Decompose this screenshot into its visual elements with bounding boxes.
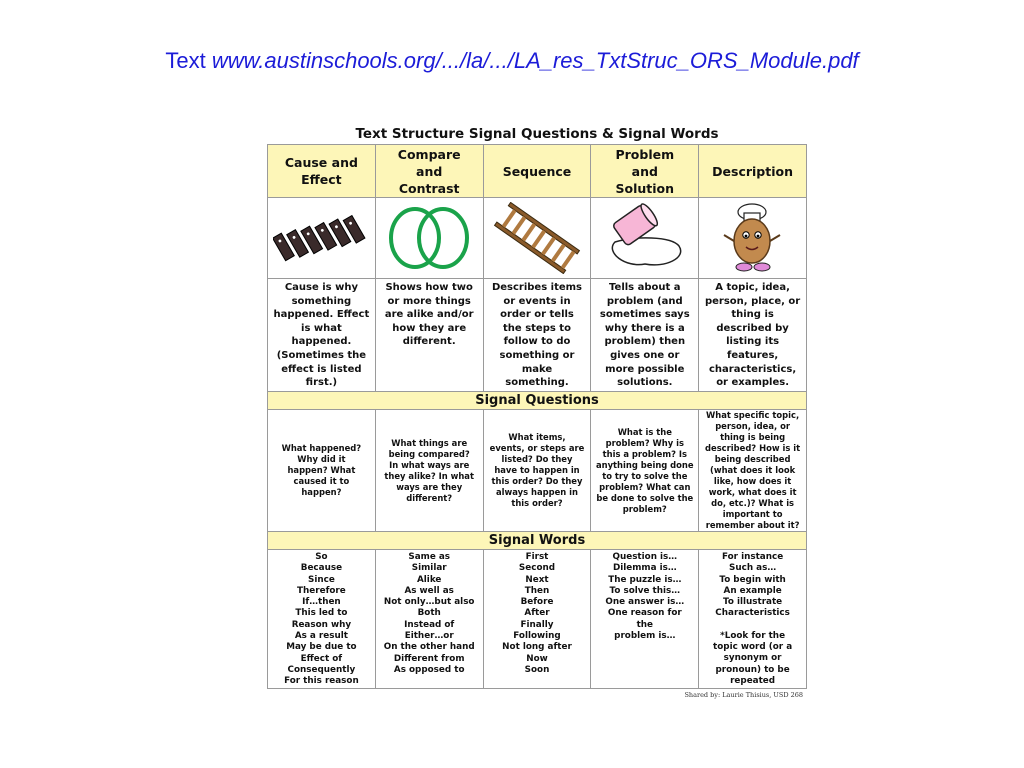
signal-word: As opposed to xyxy=(393,664,465,675)
title-prefix: Text xyxy=(165,48,206,73)
signal-word: Next xyxy=(525,574,549,585)
signal-word: Not only…but also xyxy=(383,597,475,608)
text-structure-chart xyxy=(267,125,807,699)
signal-word: Second xyxy=(518,563,556,574)
signal-word: Not long after xyxy=(502,642,572,653)
words-cause-effect xyxy=(268,550,376,689)
header-problem-solution: Problem and Solution xyxy=(591,145,699,198)
question-problem-solution: What is the problem? Why is this a problem? Is anything being done to try to solve the problem? What can be done to solve the problem? xyxy=(591,410,699,532)
spilled-cup-icon xyxy=(595,202,695,274)
signal-word: Finally xyxy=(520,619,554,630)
signal-word: As well as xyxy=(404,585,454,596)
header-row xyxy=(268,145,807,198)
signal-word: Consequently xyxy=(287,664,356,675)
signal-word: Since xyxy=(308,574,335,585)
dominoes-cell xyxy=(268,198,376,279)
definition-compare-contrast: Shows how two or more things are alike and/or how they are different. xyxy=(375,279,483,392)
signal-word: Characteristics xyxy=(715,608,790,619)
signal-word: As a result xyxy=(294,631,348,642)
header-cause-effect: Cause and Effect xyxy=(268,145,376,198)
question-sequence: What items, events, or steps are listed? Do they have to happen in this order? Do they always happen in this order? xyxy=(483,410,591,532)
signal-word: Reason why xyxy=(291,619,352,630)
signal-word: May be due to xyxy=(286,642,357,653)
signal-word: Effect of xyxy=(300,653,343,664)
header-compare-contrast: Compare and Contrast xyxy=(375,145,483,198)
signal-word: repeated xyxy=(730,675,776,686)
signal-words-heading: Signal Words xyxy=(268,532,807,550)
signal-word: Following xyxy=(513,631,561,642)
definition-problem-solution: Tells about a problem (and sometimes says why there is a problem) then gives one or more possible solutions. xyxy=(591,279,699,392)
signal-word: Both xyxy=(417,608,441,619)
venn-cell xyxy=(375,198,483,279)
signal-word: Such as… xyxy=(729,563,777,574)
signal-word xyxy=(699,620,806,631)
signal-word: Different from xyxy=(393,653,465,664)
signal-word: Dilemma is… xyxy=(612,563,677,574)
potato-chef-cell xyxy=(699,198,807,279)
signal-word: For instance xyxy=(721,552,784,562)
signal-word: Therefore xyxy=(297,585,346,596)
signal-word: the xyxy=(636,619,653,630)
signal-word: Instead of xyxy=(404,619,455,630)
signal-word: To illustrate xyxy=(723,597,783,608)
signal-word: The puzzle is… xyxy=(608,574,682,585)
source-url[interactable]: www.austinschools.org/.../la/.../LA_res_TxtStruc_ORS_Module.pdf xyxy=(211,48,859,73)
image-row xyxy=(268,198,807,279)
question-cause-effect: What happened? Why did it happen? What caused it to happen? xyxy=(268,410,376,532)
signal-word: Question is… xyxy=(612,552,678,562)
signal-word: One reason for xyxy=(607,608,682,619)
signal-word: After xyxy=(524,608,550,619)
signal-word: synonym or xyxy=(723,653,782,664)
signal-word: Now xyxy=(526,653,548,664)
question-compare-contrast: What things are being compared? In what ways are they alike? In what ways are they different? xyxy=(375,410,483,532)
questions-row xyxy=(268,410,807,532)
signal-questions-row xyxy=(268,392,807,410)
signal-word: For this reason xyxy=(284,676,359,687)
signal-word: One answer is… xyxy=(605,597,685,608)
signal-word: pronoun) to be xyxy=(715,664,790,675)
signal-word: Then xyxy=(524,585,550,596)
dominoes-icon xyxy=(273,202,369,274)
words-sequence xyxy=(483,550,591,689)
signal-word: Either…or xyxy=(404,631,454,642)
signal-word: Similar xyxy=(411,563,447,574)
ladder-cell xyxy=(483,198,591,279)
words-description xyxy=(699,550,807,689)
signal-word: Before xyxy=(520,597,554,608)
signal-word: To solve this… xyxy=(609,585,681,596)
definition-row xyxy=(268,279,807,392)
question-description: What specific topic, person, idea, or thing is being described? How is it being described (what does it look like, how does it work, what does it do, etc.)? What is important to remember about it? xyxy=(699,410,807,532)
header-description: Description xyxy=(699,145,807,198)
signal-word: On the other hand xyxy=(383,642,475,653)
header-sequence: Sequence xyxy=(483,145,591,198)
text-structure-table xyxy=(267,144,807,689)
signal-questions-heading: Signal Questions xyxy=(268,392,807,410)
words-problem-solution xyxy=(591,550,699,689)
definition-cause-effect: Cause is why something happened. Effect is what happened. (Sometimes the effect is listed first.) xyxy=(268,279,376,392)
signal-word: Because xyxy=(300,563,343,574)
ladder-icon xyxy=(487,202,587,274)
definition-sequence: Describes items or events in order or tells the steps to follow to do something or make something. xyxy=(483,279,591,392)
words-row xyxy=(268,550,807,689)
signal-word: This led to xyxy=(295,608,348,619)
chart-title: Text Structure Signal Questions & Signal Words xyxy=(355,126,719,142)
potato-chef-icon xyxy=(708,201,798,275)
signal-words-row xyxy=(268,532,807,550)
definition-description: A topic, idea, person, place, or thing is described by listing its features, characteristics, or examples. xyxy=(699,279,807,392)
signal-word: If…then xyxy=(302,597,341,608)
spilled-cup-cell xyxy=(591,198,699,279)
signal-word: topic word (or a xyxy=(713,642,793,653)
credit-line: Shared by: Laurie Thisius, USD 268 xyxy=(684,690,803,699)
venn-diagram-icon xyxy=(379,203,479,273)
signal-word: First xyxy=(525,552,549,562)
signal-word: To begin with xyxy=(719,574,786,585)
signal-word: problem is… xyxy=(614,631,676,642)
signal-word: Soon xyxy=(524,664,550,675)
signal-word: *Look for the xyxy=(720,630,786,641)
signal-word: An example xyxy=(723,585,782,596)
signal-word: So xyxy=(315,552,328,562)
slide-title xyxy=(0,48,1024,74)
signal-word: Alike xyxy=(416,574,442,585)
words-compare-contrast xyxy=(375,550,483,689)
signal-word: Same as xyxy=(408,552,451,562)
